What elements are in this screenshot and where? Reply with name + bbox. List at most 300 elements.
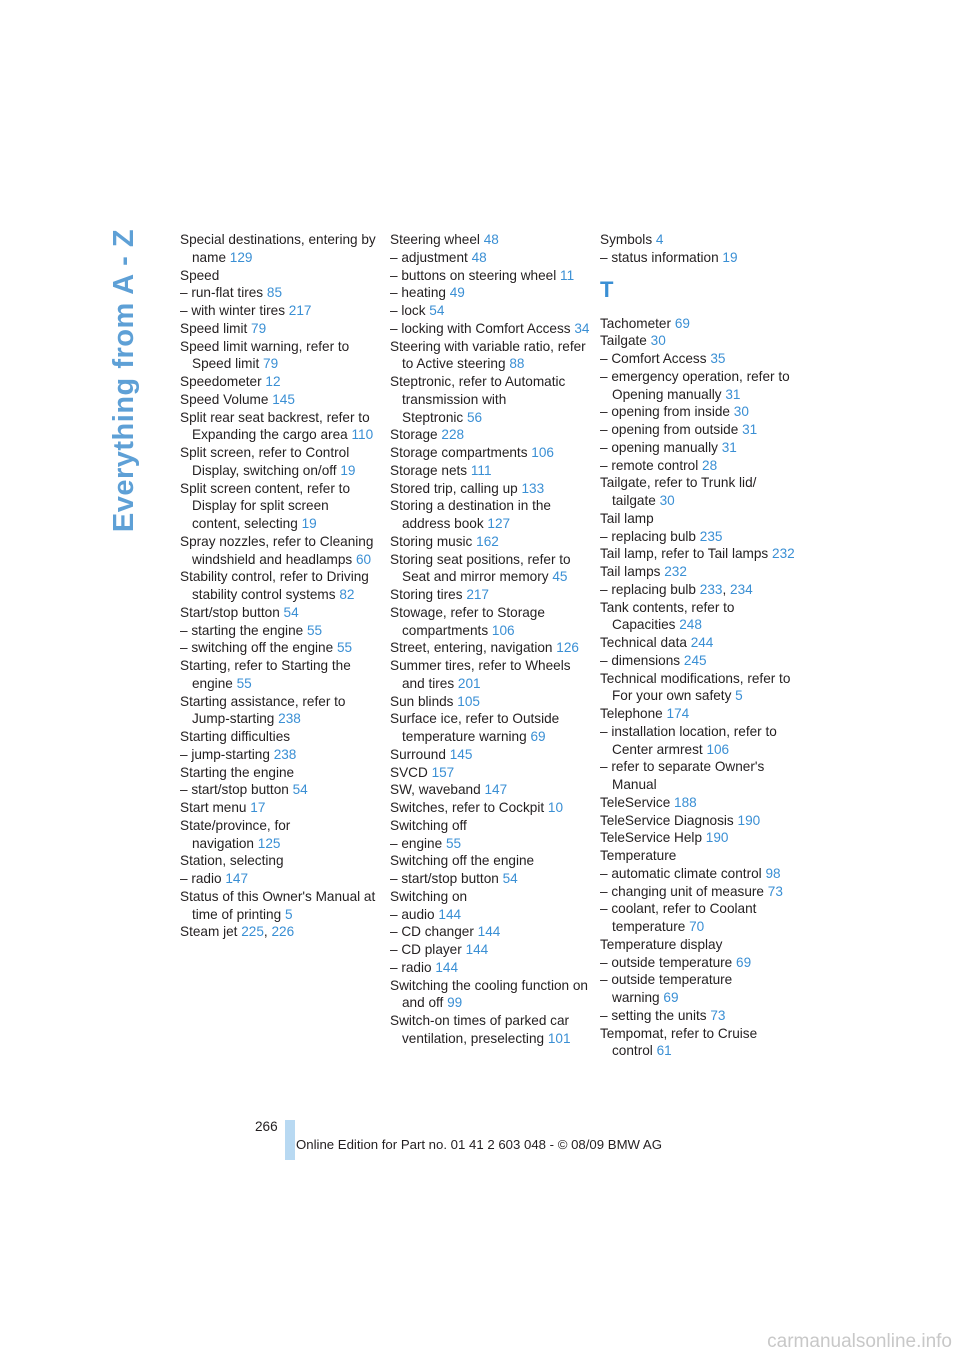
- page-reference-link[interactable]: 5: [735, 688, 743, 704]
- index-entry-text: Storage: [390, 427, 438, 443]
- index-entry: [600, 812, 800, 830]
- index-entry-text: Tail lamp: [600, 510, 654, 526]
- page-reference-link[interactable]: 88: [509, 356, 525, 372]
- index-entry: [390, 249, 590, 267]
- page-reference-link[interactable]: 34: [574, 320, 590, 336]
- index-entry-text: Spray nozzles, refer to Cleaning windshield and headlamps: [180, 533, 374, 567]
- index-entry-text: Tailgate: [600, 333, 647, 349]
- index-entry: [390, 462, 590, 480]
- index-entry-text: Start/stop button: [180, 604, 280, 620]
- index-entry: [180, 781, 380, 799]
- index-entry-text: – heating: [390, 285, 446, 301]
- page-reference-link[interactable]: 217: [288, 303, 312, 318]
- index-entry: [180, 409, 380, 445]
- page-ref-separator: ,: [722, 581, 727, 597]
- index-entry-text: Speed Volume: [180, 391, 269, 407]
- index-entry: [600, 421, 800, 439]
- index-entry: [390, 497, 590, 533]
- index-entry: [390, 977, 590, 1013]
- index-entry-text: Surface ice, refer to Outside temperature warning: [390, 711, 560, 744]
- page-reference-link[interactable]: 30: [733, 404, 749, 420]
- index-entry-text: Steering with variable ratio, refer to Active steering: [390, 338, 586, 372]
- index-entry-text: – CD changer: [390, 924, 474, 940]
- index-entry: [600, 705, 800, 723]
- page-reference-link[interactable]: 30: [659, 493, 675, 508]
- page-reference-link[interactable]: 126: [556, 640, 579, 656]
- page-number: 266: [255, 1119, 278, 1134]
- index-entry-text: – outside temperature warning: [600, 972, 733, 1005]
- index-entry: [390, 781, 590, 799]
- index-entry-text: – opening from outside: [600, 422, 739, 437]
- index-entry: [600, 794, 800, 812]
- page-reference-link[interactable]: 19: [722, 249, 738, 265]
- index-entry: [180, 568, 380, 604]
- page-reference-link[interactable]: 144: [435, 959, 459, 975]
- index-entry: [180, 622, 380, 640]
- index-entry-text: Tachometer: [600, 315, 672, 331]
- index-entry-text: Special destinations, entering by name: [180, 232, 376, 265]
- index-entry-text: – dimensions: [600, 652, 681, 668]
- index-entry-text: Temperature display: [600, 936, 723, 952]
- page-reference-link[interactable]: 73: [767, 883, 783, 899]
- index-entry: [390, 586, 590, 604]
- index-entry-text: Sun blinds: [390, 693, 454, 709]
- page-ref-separator: ,: [263, 924, 268, 940]
- page-reference-link[interactable]: 54: [502, 871, 518, 886]
- index-entry: [600, 231, 800, 249]
- index-entry: [390, 426, 590, 444]
- page-reference-link[interactable]: 190: [737, 812, 761, 828]
- page-reference-link[interactable]: 145: [449, 746, 473, 762]
- index-entry-text: – replacing bulb: [600, 581, 696, 597]
- index-entry: [390, 284, 590, 302]
- page-reference-link[interactable]: 55: [236, 675, 252, 691]
- side-title-text: Everything from A - Z: [108, 228, 141, 532]
- index-entry: [390, 906, 590, 924]
- page-reference-link[interactable]: 82: [339, 587, 355, 602]
- page-reference-link[interactable]: 228: [441, 427, 465, 443]
- page-reference-link[interactable]: 232: [664, 564, 687, 579]
- index-entry: [600, 847, 800, 865]
- index-entry-text: Station, selecting: [180, 853, 284, 869]
- page-reference-link[interactable]: 49: [449, 285, 465, 301]
- page-reference-link[interactable]: 54: [283, 604, 299, 620]
- page-reference-link[interactable]: 105: [457, 693, 480, 709]
- page-reference-link[interactable]: 174: [666, 706, 690, 721]
- index-entry-text: SW, waveband: [390, 782, 481, 798]
- page-reference-link[interactable]: 98: [765, 865, 781, 881]
- index-entry-text: Split screen, refer to Control Display, switching on/off: [180, 445, 350, 478]
- index-entry: [180, 764, 380, 782]
- index-entry: [390, 373, 590, 426]
- index-entry: [600, 545, 800, 563]
- index-entry-text: Speed limit warning, refer to Speed limit: [180, 338, 350, 372]
- index-entry: [600, 332, 800, 350]
- index-entry-text: Telephone: [600, 706, 663, 721]
- page-reference-link[interactable]: 48: [471, 249, 487, 265]
- index-entry: [390, 835, 590, 853]
- index-entry-text: – starting the engine: [180, 622, 304, 638]
- index-entry: [390, 959, 590, 977]
- index-entry: [180, 284, 380, 302]
- index-entry-text: – adjustment: [390, 249, 468, 265]
- page-reference-link[interactable]: 56: [467, 409, 483, 425]
- index-entry-text: Start menu: [180, 800, 247, 815]
- page-reference-link[interactable]: 127: [487, 516, 511, 531]
- index-entry: [600, 439, 800, 457]
- index-entry: [600, 723, 800, 759]
- index-entry-text: Tempomat, refer to Cruise control: [600, 1025, 758, 1059]
- index-entry-text: – lock: [390, 303, 426, 318]
- index-letter-heading: T: [600, 276, 614, 302]
- page-reference-link[interactable]: 79: [263, 356, 279, 372]
- page-reference-link[interactable]: 238: [278, 711, 301, 727]
- index-entry-text: Status of this Owner's Manual at time of printing: [180, 888, 376, 922]
- index-entry: [390, 604, 590, 640]
- page-reference-link[interactable]: 11: [560, 267, 575, 283]
- index-column-1: [180, 231, 380, 941]
- index-entry: [180, 320, 380, 338]
- index-entry: [600, 403, 800, 421]
- page-reference-link[interactable]: 235: [699, 528, 723, 544]
- index-entry-text: – radio: [180, 871, 222, 886]
- index-entry: [390, 852, 590, 870]
- index-entry: [390, 551, 590, 587]
- index-entry-text: – emergency operation, refer to Opening manually: [600, 368, 790, 402]
- index-entry: [600, 528, 800, 546]
- page-reference-link[interactable]: 232: [772, 546, 795, 562]
- index-entry-text: Technical modifications, refer to For your own safety: [600, 670, 791, 704]
- page-reference-link[interactable]: 55: [306, 622, 323, 638]
- index-entry-text: Tail lamp, refer to Tail lamps: [600, 546, 769, 562]
- index-entry: [390, 764, 590, 782]
- index-entry-text: – coolant, refer to Coolant temperature: [600, 901, 757, 934]
- index-entry: [390, 710, 590, 746]
- page-reference-link[interactable]: 226: [271, 924, 295, 940]
- index-entry-text: – opening manually: [600, 439, 718, 455]
- index-entry-text: Steptronic, refer to Automatic transmission with Steptronic: [390, 374, 566, 425]
- page-reference-link[interactable]: 244: [690, 635, 714, 650]
- page-reference-link[interactable]: 234: [730, 581, 753, 597]
- index-entry: [180, 604, 380, 622]
- page-reference-link[interactable]: 133: [521, 480, 545, 496]
- index-entry: [600, 954, 800, 972]
- index-entry: [390, 746, 590, 764]
- page-reference-link[interactable]: 238: [273, 746, 297, 762]
- index-entry: [600, 971, 800, 1007]
- index-entry-text: Storing seat positions, refer to Seat and mirror memory: [390, 551, 571, 585]
- footer-accent-bar: [285, 1120, 295, 1160]
- index-entry: [600, 865, 800, 883]
- index-entry-text: Storage compartments: [390, 445, 528, 460]
- index-entry: [180, 746, 380, 764]
- index-entry: [390, 444, 590, 462]
- page-reference-link[interactable]: 55: [336, 640, 353, 656]
- index-column-2: [390, 231, 590, 1048]
- index-entry-text: – Comfort Access: [600, 351, 707, 366]
- page-reference-link[interactable]: 28: [702, 457, 718, 473]
- page-reference-link[interactable]: 5: [284, 906, 293, 922]
- index-entry-text: Switch-on times of parked car ventilation, preselecting: [390, 1013, 570, 1046]
- page-reference-link[interactable]: 69: [530, 729, 546, 744]
- page-reference-link[interactable]: 69: [736, 954, 752, 970]
- index-entry: [390, 923, 590, 941]
- page-reference-link[interactable]: 144: [477, 924, 501, 940]
- index-entry: [600, 368, 800, 404]
- index-entry: [600, 599, 800, 635]
- page-reference-link[interactable]: 188: [674, 794, 697, 810]
- index-entry: [390, 231, 590, 249]
- page-reference-link[interactable]: 31: [721, 439, 737, 455]
- page-reference-link[interactable]: 30: [650, 333, 666, 349]
- page-reference-link[interactable]: 54: [429, 303, 445, 318]
- index-entry: [390, 338, 590, 374]
- index-entry: [600, 457, 800, 475]
- page-reference-link[interactable]: 61: [656, 1043, 672, 1059]
- index-entry: [600, 883, 800, 901]
- page-reference-link[interactable]: 12: [265, 374, 281, 389]
- index-entry-text: – replacing bulb: [600, 528, 696, 544]
- index-entry-text: – audio: [390, 906, 435, 922]
- page-reference-link[interactable]: 162: [476, 533, 499, 549]
- page-reference-link[interactable]: 144: [465, 942, 489, 957]
- page-reference-link[interactable]: 19: [301, 516, 317, 531]
- page-reference-link[interactable]: 125: [257, 835, 281, 851]
- index-entry-text: Split rear seat backrest, refer to Expanding the cargo area: [180, 409, 370, 443]
- index-entry-text: – installation location, refer to Center armrest: [600, 723, 777, 757]
- page-reference-link[interactable]: 248: [679, 617, 702, 633]
- section-side-title: [100, 230, 150, 530]
- page-reference-link[interactable]: 217: [466, 587, 489, 602]
- index-entry-text: Starting difficulties: [180, 729, 291, 744]
- page-reference-link[interactable]: 17: [250, 800, 266, 815]
- page-reference-link[interactable]: 69: [674, 315, 690, 331]
- index-entry-text: – radio: [390, 959, 432, 975]
- index-entry: [390, 657, 590, 693]
- index-entry: [180, 639, 380, 657]
- index-entry: [600, 900, 800, 936]
- index-entry-text: – with winter tires: [180, 303, 286, 318]
- index-entry-text: Speed: [180, 267, 220, 283]
- index-entry-text: TeleService: [600, 794, 671, 810]
- index-entry: [180, 533, 380, 569]
- index-entry: [390, 693, 590, 711]
- page-reference-link[interactable]: 129: [229, 249, 253, 265]
- index-entry: [390, 817, 590, 835]
- index-entry-text: TeleService Diagnosis: [600, 812, 734, 828]
- index-entry-text: Storing tires: [390, 587, 463, 602]
- index-entry: [390, 267, 590, 285]
- page-reference-link[interactable]: 60: [356, 551, 372, 567]
- index-entry-text: – status information: [600, 249, 719, 265]
- watermark: carmanualsonline.info: [767, 1331, 952, 1352]
- page-reference-link[interactable]: 4: [655, 232, 664, 247]
- index-entry: [600, 474, 800, 510]
- page-reference-link[interactable]: 99: [447, 995, 463, 1011]
- index-entry: [180, 799, 380, 817]
- page-reference-link[interactable]: 54: [292, 782, 308, 798]
- index-entry: [390, 1012, 590, 1048]
- index-entry-text: Split screen content, refer to Display for split screen content, selecting: [180, 480, 351, 531]
- index-entry-text: Steam jet: [180, 924, 238, 940]
- index-entry-text: State/province, for navigation: [180, 817, 291, 851]
- index-entry-text: Tank contents, refer to Capacities: [600, 599, 735, 633]
- page-reference-link[interactable]: 79: [251, 320, 267, 336]
- index-entry: [180, 693, 380, 729]
- index-entry-text: – buttons on steering wheel: [390, 267, 557, 283]
- page-reference-link[interactable]: 225: [241, 924, 264, 940]
- index-entry-text: TeleService Help: [600, 830, 702, 846]
- page-reference-link[interactable]: 31: [725, 386, 741, 402]
- index-entry-text: – automatic climate control: [600, 865, 762, 881]
- index-entry: [180, 817, 380, 853]
- page-reference-link[interactable]: 69: [663, 990, 679, 1005]
- page-reference-link[interactable]: 147: [225, 871, 249, 886]
- index-entry: [600, 1025, 800, 1061]
- index-entry-text: – setting the units: [600, 1007, 707, 1023]
- page-reference-link[interactable]: 106: [531, 445, 554, 460]
- index-entry-text: – switching off the engine: [180, 640, 334, 656]
- index-entry-text: Starting assistance, refer to Jump-starting: [180, 693, 346, 727]
- index-entry-text: – start/stop button: [390, 871, 499, 886]
- index-entry: [600, 670, 800, 706]
- page-reference-link[interactable]: 245: [683, 652, 707, 668]
- index-entry: [390, 639, 590, 657]
- page-reference-link[interactable]: 106: [491, 622, 515, 638]
- index-entry: [390, 799, 590, 817]
- page-reference-link[interactable]: 31: [742, 422, 758, 437]
- index-entry-text: Starting the engine: [180, 764, 295, 780]
- index-entry: [180, 302, 380, 320]
- index-entry: [180, 444, 380, 480]
- index-entry: [180, 852, 380, 870]
- index-entry: [600, 315, 800, 333]
- index-entry-text: Speedometer: [180, 374, 262, 389]
- index-entry-text: Switching off the engine: [390, 853, 535, 869]
- page-reference-link[interactable]: 233: [699, 581, 723, 597]
- page-reference-link[interactable]: 45: [552, 569, 568, 585]
- index-entry: [600, 249, 800, 267]
- index-entry-text: Technical data: [600, 635, 687, 650]
- index-entry-text: Switching off: [390, 817, 467, 833]
- index-entry-text: – refer to separate Owner's Manual: [600, 759, 765, 792]
- index-entry-text: Storing a destination in the address book: [390, 498, 551, 531]
- index-entry: [600, 829, 800, 847]
- index-entry-text: – start/stop button: [180, 782, 289, 798]
- index-entry-text: – run-flat tires: [180, 285, 264, 301]
- index-entry: [600, 758, 800, 794]
- index-entry-text: Switching on: [390, 888, 468, 904]
- index-entry-text: Street, entering, navigation: [390, 640, 553, 656]
- index-entry: [390, 941, 590, 959]
- index-entry-text: – CD player: [390, 942, 462, 957]
- page-reference-link[interactable]: 10: [547, 800, 564, 815]
- index-entry: [180, 923, 380, 941]
- index-entry-text: Steering wheel: [390, 232, 480, 247]
- index-entry-text: Surround: [390, 746, 446, 762]
- index-entry: [390, 888, 590, 906]
- page-reference-link[interactable]: 73: [710, 1007, 726, 1023]
- index-entry-text: Speed limit: [180, 320, 248, 336]
- page-reference-link[interactable]: 111: [470, 462, 492, 478]
- page-reference-link[interactable]: 147: [484, 782, 508, 798]
- page-reference-link[interactable]: 85: [266, 285, 283, 301]
- index-entry-text: Tail lamps: [600, 564, 661, 579]
- index-entry-text: Stored trip, calling up: [390, 480, 518, 496]
- index-entry: [180, 373, 380, 391]
- page-reference-link[interactable]: 110: [351, 427, 374, 443]
- index-entry-text: Symbols: [600, 232, 653, 247]
- page-reference-link[interactable]: 145: [272, 391, 295, 407]
- index-entry-text: Temperature: [600, 848, 677, 863]
- index-entry-text: Switching the cooling function on and off: [390, 977, 588, 1011]
- index-entry-text: – opening from inside: [600, 404, 730, 420]
- page-reference-link[interactable]: 35: [710, 351, 726, 366]
- index-entry-text: Summer tires, refer to Wheels and tires: [390, 658, 571, 691]
- index-entry: [180, 391, 380, 409]
- index-entry: [600, 936, 800, 954]
- index-entry-text: Storing music: [390, 533, 473, 549]
- index-entry: [600, 581, 800, 599]
- index-entry-text: – outside temperature: [600, 954, 733, 970]
- index-entry: [180, 231, 380, 267]
- index-entry: [600, 563, 800, 581]
- page-reference-link[interactable]: 48: [483, 232, 499, 247]
- index-entry: [600, 652, 800, 670]
- index-entry-text: Stowage, refer to Storage compartments: [390, 604, 545, 638]
- index-entry: [600, 510, 800, 528]
- index-entry: [180, 657, 380, 693]
- page-reference-link[interactable]: 70: [689, 919, 705, 934]
- index-entry-text: – locking with Comfort Access: [390, 320, 571, 336]
- index-entry: [600, 350, 800, 368]
- index-entry-text: – jump-starting: [180, 746, 270, 762]
- index-entry: [390, 533, 590, 551]
- index-entry: [390, 870, 590, 888]
- page-reference-link[interactable]: 101: [547, 1030, 571, 1046]
- footer-edition-text: Online Edition for Part no. 01 41 2 603 048 - © 08/09 BMW AG: [296, 1137, 662, 1152]
- index-entry-text: Switches, refer to Cockpit: [390, 800, 545, 815]
- index-entry: [390, 480, 590, 498]
- index-entry-text: Stability control, refer to Driving stability control systems: [180, 569, 369, 602]
- index-entry-text: Starting, refer to Starting the engine: [180, 658, 351, 691]
- index-entry: [600, 634, 800, 652]
- index-column-3: [600, 231, 800, 1060]
- page-reference-link[interactable]: 55: [445, 835, 462, 851]
- index-entry-text: – engine: [390, 835, 443, 851]
- index-entry: [180, 888, 380, 924]
- index-entry-text: Storage nets: [390, 462, 468, 478]
- page-reference-link[interactable]: 190: [705, 830, 729, 846]
- index-entry-text: – remote control: [600, 457, 699, 473]
- index-entry: [180, 338, 380, 374]
- page-reference-link[interactable]: 144: [438, 906, 462, 922]
- index-entry-text: SVCD: [390, 764, 428, 780]
- index-entry-text: – changing unit of measure: [600, 883, 764, 899]
- page-reference-link[interactable]: 19: [340, 462, 356, 478]
- page-reference-link[interactable]: 201: [457, 675, 481, 691]
- index-entry: [390, 302, 590, 320]
- index-entry-text: Tailgate, refer to Trunk lid/ tailgate: [600, 475, 757, 508]
- index-entry: [180, 870, 380, 888]
- index-entry: [180, 267, 380, 285]
- index-entry: [390, 320, 590, 338]
- page-reference-link[interactable]: 106: [706, 741, 730, 757]
- index-entry: [180, 480, 380, 533]
- index-entry: [180, 728, 380, 746]
- index-entry: [600, 1007, 800, 1025]
- page-reference-link[interactable]: 157: [431, 764, 455, 780]
